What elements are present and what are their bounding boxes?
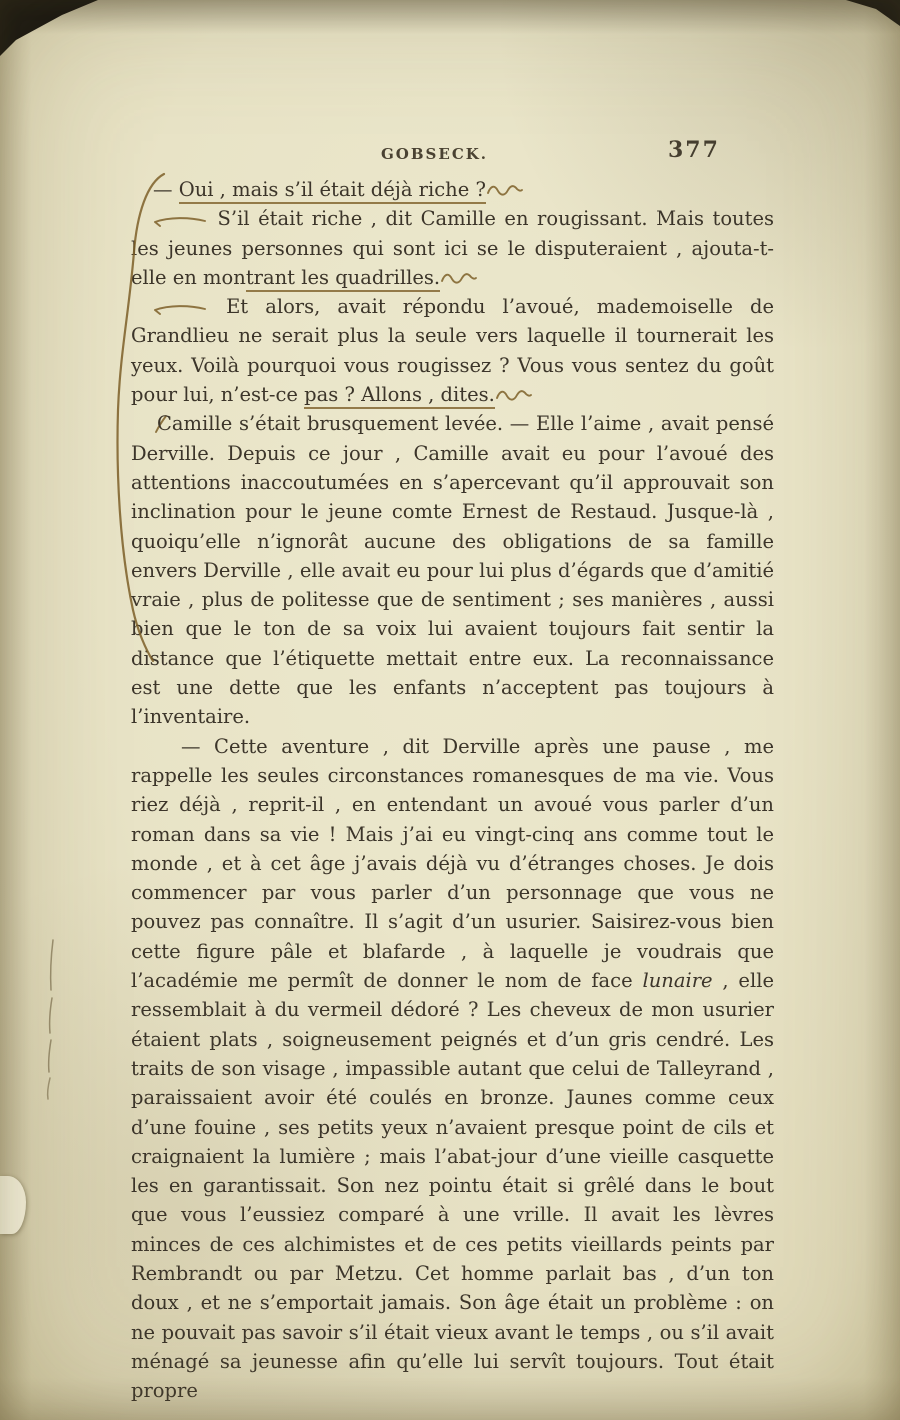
margin-tally-stroke-1 [51,940,53,990]
ink-underlined-text: trant les quadrilles. [246,266,440,292]
scan-dark-corner-top-right [834,0,900,26]
paper-chip-bottom-left [0,1176,26,1234]
margin-tally-stroke-2 [50,998,52,1033]
ink-underlined-text: pas ? Allons , dites. [304,383,495,409]
ink-squiggle-mark [486,182,524,198]
text-block [131,175,774,1405]
ink-dash-stroke [153,301,207,315]
running-title: GOBSECK. [381,145,489,163]
text-segment: S’il était riche , dit Camille en rougissant. Mais toutes les jeunes personnes qui sont ici se le disputeraient , ajouta-t-elle en mon [131,207,774,289]
text-segment: Et alors, avait répondu l’avoué, mademoiselle de Grandlieu ne serait plus la seule vers laquelle il tournerait les yeux. Voilà pourquoi vous rougissez ? Vous vous sentez du goût pour lui, n’est-ce [131,295,774,407]
scan-dark-corner-top-left [0,0,112,60]
ink-dash-stroke [153,213,207,227]
margin-tally-stroke-4 [48,1078,50,1099]
paragraph [131,204,774,292]
paragraph [131,732,774,1406]
ink-underlined-text: Oui , mais s’il était déjà riche ? [179,178,486,204]
ink-squiggle-mark [495,387,533,403]
page-number: 377 [668,137,720,163]
paragraph [131,409,774,731]
text-segment: — Cette aventure , dit Derville après une pause , me rappelle les seules circonstances romanesques de ma vie. Vous riez déjà , reprit-il , en entendant un avoué vous parler d’un roman dans sa vie ! Mais j’ai eu vingt-cinq ans comme tout le monde , et à cet âge j’avais déjà vu d’étranges choses. Je dois commencer par vous parler d’un personnage que vous ne pouvez pas connaître. Il s’agit d’un usurier. Saisirez-vous bien cette figure pâle et blafarde , à laquelle je voudrais que l’académie me permît de donner le nom de face [131,734,774,993]
text-segment: , elle ressemblait à du vermeil dédoré ? Les cheveux de mon usurier étaient plats , soigneusement peignés et d’un gris cendré. Les traits de son visage , impassible autant que celui de Talleyrand , paraissaient avoir été coulés en bronze. Jaunes comme ceux d’une fouine , ses petits yeux n’avaient presque point de cils et craignaient la lumière ; mais l’abat-jour d’une vieille casquette les en garantissait. Son nez pointu était si grêlé dans le bout que vous l’eussiez comparé à une vrille. Il avait les lèvres minces de ces alchimistes et de ces petits vieillards peints par Rembrandt ou par Metzu. Cet homme parlait bas , d’un ton doux , et ne s’emportait jamais. Son âge était un problème : on ne pouvait pas savoir s’il était vieux avant le temps , ou s’il avait ménagé sa jeunesse afin qu’elle lui servît toujours. Tout était propre [131,969,774,1403]
paragraph [131,292,774,409]
paragraph [131,175,774,204]
ink-squiggle-mark [440,270,478,286]
text-segment: Camille s’était brusquement levée. — Elle l’aime , avait pensé Derville. Depuis ce jour , Camille avait eu pour l’avoué des attentions inaccoutumées en s’apercevant qu’il approuvait son inclination pour le jeune comte Ernest de Restaud. Jusque-là , quoiqu’elle n’ignorât aucune des obligations de sa famille envers Derville , elle avait eu pour lui plus d’égards que d’amitié vraie , plus de politesse que de sentiment ; ses manières , aussi bien que le ton de sa voix lui avaient toujours fait sentir la distance que l’étiquette mettait entre eux. La reconnaissance est une dette que les enfants n’acceptent pas toujours à l’inventaire. [131,412,774,729]
margin-tally-stroke-3 [49,1040,51,1072]
text-segment: — [153,178,179,201]
italic-text: lunaire [642,969,713,993]
